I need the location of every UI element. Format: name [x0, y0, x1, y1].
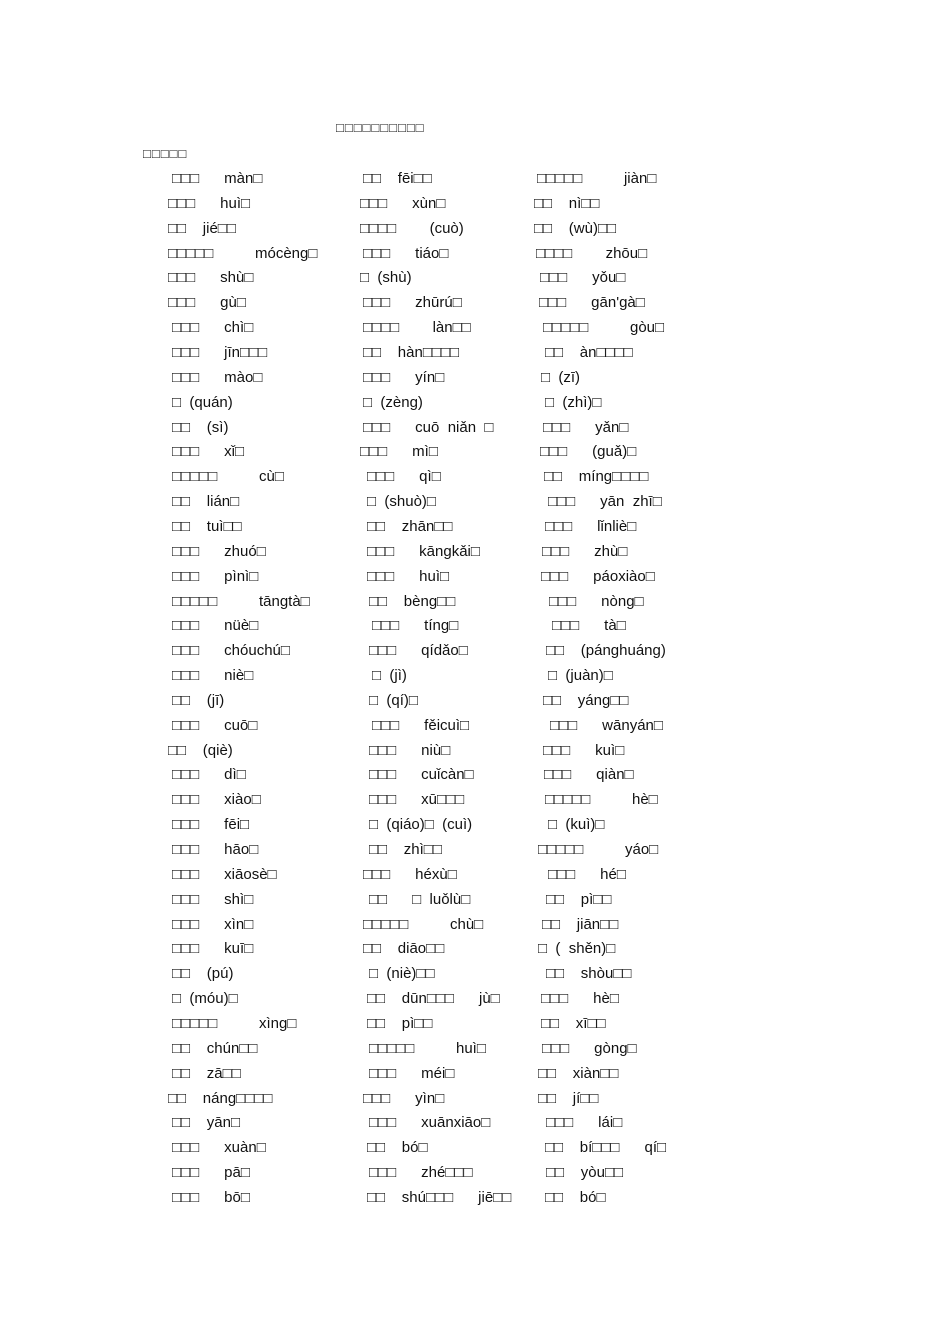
- pinyin-entry: □□□□□ xìng□: [172, 1014, 297, 1032]
- pinyin-entry: □□□ niè□: [172, 667, 254, 684]
- pinyin-entry: □□□ shù□: [168, 269, 254, 287]
- pinyin-entry: □□□ xū□□□: [369, 791, 465, 809]
- pinyin-entry: □□ shòu□□: [546, 965, 632, 983]
- pinyin-entry: □ (juàn)□: [548, 667, 613, 684]
- pinyin-entry: □□□ xùn□: [360, 194, 446, 212]
- pinyin-entry: □□□ mào□: [172, 368, 263, 386]
- pinyin-entry: □□ dūn□□□ jù□: [367, 990, 500, 1008]
- pinyin-entry: □□□ cuǐcàn□: [369, 766, 474, 784]
- pinyin-entry: □□ lián□: [172, 493, 240, 511]
- pinyin-entry: □□ pì□□: [546, 890, 612, 908]
- pinyin-entry: □□□ zhūrú□: [363, 294, 462, 312]
- pinyin-entry: □□□ mì□: [360, 443, 438, 461]
- pinyin-entry: □□ yòu□□: [546, 1164, 624, 1181]
- pinyin-entry: □□□ xiāosè□: [172, 865, 277, 883]
- pinyin-entry: □□ shú□□□ jiē□□: [367, 1188, 512, 1206]
- pinyin-entry: □ (qí)□: [369, 691, 418, 709]
- pinyin-entry: □□□ zhù□: [542, 542, 628, 560]
- pinyin-entry: □□ jiān□□: [542, 915, 619, 933]
- pinyin-entry: □□ xiàn□□: [538, 1064, 619, 1082]
- pinyin-entry: □□□ shì□: [172, 890, 254, 908]
- pinyin-entry: □□□□□ hè□: [545, 791, 658, 809]
- pinyin-entry: □□□ huì□: [168, 194, 251, 212]
- pinyin-entry: □□□ zhuó□: [172, 542, 266, 560]
- pinyin-entry: □□ chún□□: [172, 1039, 258, 1057]
- pinyin-entry: □□□ tà□: [552, 617, 626, 635]
- pinyin-entry: □□ zhì□□: [369, 841, 442, 858]
- pinyin-entry: □□□ kāngkǎi□: [367, 542, 480, 560]
- pinyin-entry: □□ (pánghuáng): [546, 642, 666, 660]
- pinyin-entry: □ (zī): [541, 368, 581, 386]
- pinyin-entry: □ ( shěn)□: [538, 940, 616, 958]
- pinyin-entry: □□□ fēi□: [172, 816, 250, 834]
- pinyin-entry: □□ (wù)□□: [534, 219, 617, 237]
- pinyin-entry: □□□ cuō□: [172, 716, 258, 734]
- pinyin-entry: □ (móu)□: [172, 990, 238, 1008]
- pinyin-entry: □□□ méi□: [369, 1064, 455, 1082]
- pinyin-entry: □□□ nòng□: [549, 592, 644, 610]
- pinyin-entry: □□□ jīn□□□: [172, 344, 268, 361]
- pinyin-entry: □□□ xìn□: [172, 915, 254, 933]
- pinyin-entry: □□ diāo□□: [363, 940, 445, 958]
- pinyin-entry: □□□ héxù□: [363, 865, 457, 883]
- pinyin-entry: □□□□□ cù□: [172, 468, 284, 486]
- pinyin-entry: □□ pì□□: [367, 1014, 433, 1032]
- pinyin-entry: □ (niè)□□: [369, 965, 435, 983]
- pinyin-entry: □ (jì): [372, 667, 407, 684]
- pinyin-entry: □□□ zhé□□□: [369, 1164, 473, 1181]
- pinyin-entry: □□ zhān□□: [367, 517, 453, 535]
- pinyin-entry: □□ nì□□: [534, 194, 600, 212]
- pinyin-entry: □□ xī□□: [541, 1014, 606, 1032]
- pinyin-entry: □□□ gù□: [168, 294, 246, 312]
- pinyin-entry: □□□ páoxiào□: [541, 567, 655, 585]
- pinyin-entry: □□ (sì): [172, 418, 229, 436]
- pinyin-entry: □□□ yǒu□: [540, 269, 626, 287]
- pinyin-entry: □□□ pā□: [172, 1164, 250, 1181]
- pinyin-entry: □□ yáng□□: [543, 691, 629, 709]
- pinyin-entry: □□□ yǎn□: [543, 418, 629, 436]
- pinyin-entry: □□□ yìn□: [363, 1089, 445, 1107]
- pinyin-entry: □□ bó□: [367, 1139, 428, 1157]
- pinyin-entry: □□□ xuānxiāo□: [369, 1114, 491, 1132]
- pinyin-entry: □□□□ làn□□: [363, 319, 471, 337]
- pinyin-entry: □□□ hé□: [548, 865, 626, 883]
- pinyin-entry: □□□ lǐnliè□: [545, 517, 637, 535]
- pinyin-entry: □□□ gòng□: [542, 1039, 637, 1057]
- pinyin-entry: □□□ màn□: [172, 170, 263, 187]
- pinyin-entry: □□□□□ huì□: [369, 1039, 486, 1057]
- pinyin-entry: □□ bèng□□: [369, 592, 456, 610]
- pinyin-entry: □□□ chóuchú□: [172, 642, 290, 660]
- pinyin-entry: □ (shù): [360, 269, 412, 287]
- pinyin-entry: □□□ chì□: [172, 319, 254, 337]
- pinyin-entry: □□□ hè□: [541, 990, 619, 1008]
- pinyin-entry: □ (quán): [172, 393, 233, 411]
- pinyin-entry: □□□ huì□: [367, 567, 450, 585]
- pinyin-entry: □□□□□ gòu□: [543, 319, 665, 337]
- pinyin-entry: □□□ xǐ□: [172, 443, 245, 461]
- pinyin-entry: □□ bí□□□ qí□: [545, 1139, 667, 1157]
- document-title: □□□□□□□□□□: [336, 120, 425, 135]
- pinyin-entry: □□□ cuō niǎn □: [363, 418, 494, 436]
- pinyin-entry: □□□ tíng□: [372, 617, 459, 635]
- pinyin-entry: □□□□ (cuò): [360, 219, 464, 237]
- pinyin-entry: □□□ yín□: [363, 368, 445, 386]
- pinyin-entry: □□ jié□□: [168, 219, 236, 237]
- pinyin-entry: □□□ niù□: [369, 741, 451, 759]
- pinyin-entry: □□□□□ tāngtà□: [172, 592, 310, 610]
- pinyin-entry: □□□ lái□: [546, 1114, 623, 1132]
- pinyin-entry: □□□ gān'gà□: [539, 294, 645, 312]
- pinyin-entry: □□□ tiáo□: [363, 244, 449, 262]
- pinyin-entry: □□□ bō□: [172, 1188, 250, 1206]
- pinyin-entry: □□ àn□□□□: [545, 344, 633, 361]
- pinyin-entry: □□□ dì□: [172, 766, 246, 784]
- pinyin-entry: □□□□□ yáo□: [538, 841, 659, 858]
- pinyin-entry: □□□ xiào□: [172, 791, 261, 809]
- pinyin-entry: □□ (qiè): [168, 741, 233, 759]
- pinyin-entry: □ (qiáo)□ (cuì): [369, 816, 473, 834]
- pinyin-entry: □□ yān□: [172, 1114, 241, 1132]
- pinyin-entry: □□□ kuì□: [543, 741, 625, 759]
- pinyin-entry: □□□ qídǎo□: [369, 642, 468, 660]
- section-heading: □□□□□: [143, 146, 188, 161]
- pinyin-entry: □□□ fěicuì□: [372, 716, 470, 734]
- pinyin-entry: □□□ xuàn□: [172, 1139, 266, 1157]
- pinyin-entry: □□ hàn□□□□: [363, 344, 460, 361]
- pinyin-entry: □□□ pìnì□: [172, 567, 259, 585]
- pinyin-entry: □□ fēi□□: [363, 170, 432, 187]
- pinyin-entry: □□□ yān zhī□: [548, 493, 662, 511]
- pinyin-entry: □□□ kuī□: [172, 940, 254, 958]
- pinyin-entry: □ (zhì)□: [545, 393, 602, 411]
- pinyin-entry: □□□□□ chù□: [363, 915, 484, 933]
- pinyin-entry: □□□ qiàn□: [544, 766, 634, 784]
- pinyin-entry: □□ jí□□: [538, 1089, 599, 1107]
- pinyin-entry: □□□□□ mócèng□: [168, 244, 318, 262]
- pinyin-entry: □□ (jī): [172, 691, 225, 709]
- pinyin-entry: □□ míng□□□□: [544, 468, 649, 486]
- pinyin-entry: □ (zèng): [363, 393, 423, 411]
- pinyin-entry: □□□ nüè□: [172, 617, 259, 635]
- pinyin-entry: □□ bó□: [545, 1188, 606, 1206]
- pinyin-entry: □□□ hāo□: [172, 841, 259, 858]
- pinyin-entry: □□□ qì□: [367, 468, 441, 486]
- pinyin-entry: □ (shuò)□: [367, 493, 436, 511]
- pinyin-entry: □□□ (guǎ)□: [540, 443, 637, 461]
- pinyin-entry: □□ tuì□□: [172, 517, 242, 535]
- pinyin-entry: □□ zā□□: [172, 1064, 241, 1082]
- pinyin-entry: □ (kuì)□: [548, 816, 605, 834]
- pinyin-entry: □□□□□ jiàn□: [537, 170, 657, 187]
- pinyin-entry: □□ (pú): [172, 965, 234, 983]
- pinyin-entry: □□ □ luǒlù□: [369, 890, 471, 908]
- pinyin-entry: □□ náng□□□□: [168, 1089, 273, 1107]
- pinyin-entry: □□□□ zhōu□: [536, 244, 648, 262]
- pinyin-entry: □□□ wānyán□: [550, 716, 663, 734]
